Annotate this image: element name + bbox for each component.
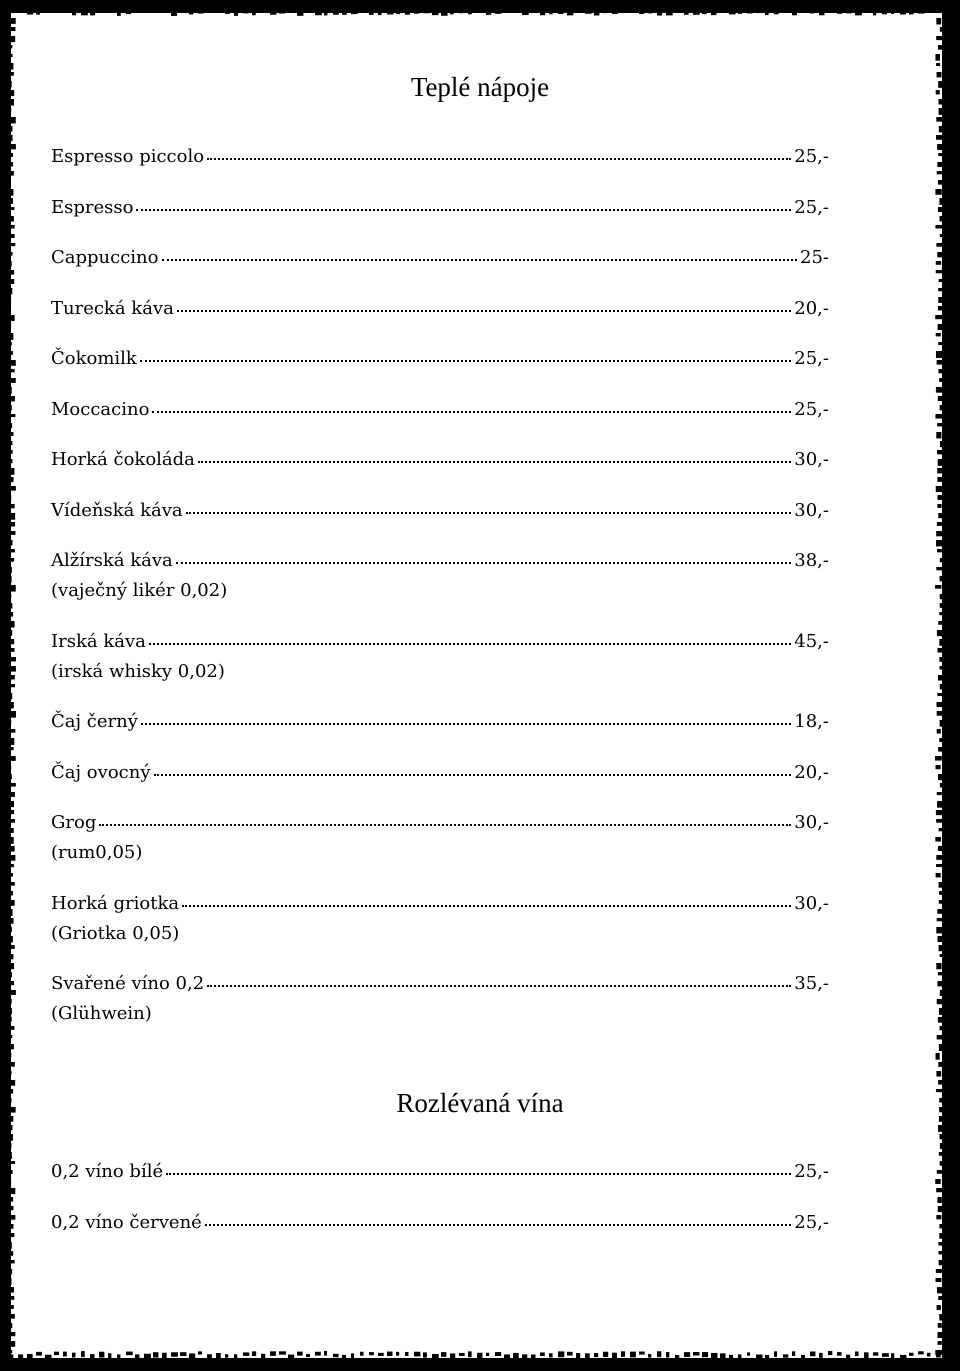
item-price: 45,- (794, 630, 829, 652)
item-price: 30,- (794, 499, 829, 521)
menu-item-line (51, 243, 829, 273)
dot-leader (205, 1224, 791, 1226)
dot-leader (186, 512, 792, 514)
menu-item (51, 889, 829, 949)
menu-item (51, 627, 829, 687)
item-name: Moccacino (51, 398, 150, 420)
dot-leader (152, 411, 791, 413)
dot-leader (166, 1173, 791, 1175)
item-name: 0,2 víno červené (51, 1211, 202, 1233)
menu-item-line (51, 142, 829, 172)
item-price: 25,- (794, 398, 829, 420)
item-name: Čokomilk (51, 348, 137, 369)
item-note: (vaječný likér 0,02) (51, 580, 228, 601)
dot-leader (177, 310, 791, 312)
item-price: 30,- (794, 812, 829, 833)
item-price: 25,- (794, 348, 829, 369)
dot-leader (154, 774, 792, 776)
dot-leader (198, 461, 791, 463)
item-name: Cappuccino (51, 247, 159, 268)
item-name: Horká čokoláda (51, 449, 195, 470)
item-price: 25- (800, 247, 829, 268)
item-name: Espresso piccolo (51, 146, 205, 167)
item-name: Espresso (51, 196, 134, 218)
menu-item-line (51, 758, 829, 788)
menu-item (51, 142, 829, 172)
menu-item (51, 243, 829, 273)
menu-item (51, 707, 829, 737)
item-name: Čaj černý (51, 711, 138, 732)
item-price: 18,- (794, 711, 829, 732)
item-note: (Glühwein) (51, 1003, 152, 1024)
item-name: Grog (51, 812, 97, 833)
menu-item (51, 344, 829, 374)
menu-item-line (51, 344, 829, 374)
menu-item (51, 1157, 829, 1187)
dot-leader (207, 985, 791, 987)
item-name: Horká griotka (51, 892, 180, 914)
item-name: Alžírská káva (51, 550, 173, 571)
item-name: Irská káva (51, 630, 146, 652)
dot-leader (149, 643, 791, 645)
item-price: 20,- (794, 297, 829, 319)
dot-leader (99, 824, 791, 826)
menu-item-line (51, 294, 829, 324)
menu-item-line (51, 1157, 829, 1187)
menu-item-line (51, 193, 829, 223)
dot-leader (182, 905, 791, 907)
menu-item (51, 496, 829, 526)
dot-leader (136, 209, 791, 211)
item-note: (irská whisky 0,02) (51, 660, 225, 682)
item-name: Vídeňská káva (51, 499, 183, 521)
item-name: Čaj ovocný (51, 761, 151, 783)
section-title-hot-drinks: Teplé nápoje (410, 72, 550, 102)
dot-leader (141, 723, 791, 725)
item-name: Turecká káva (51, 297, 174, 319)
item-price: 30,- (794, 449, 829, 470)
item-price: 25,- (794, 1161, 829, 1182)
menu-item-line (51, 627, 829, 657)
dot-leader (140, 360, 791, 362)
item-name: 0,2 víno bílé (51, 1161, 164, 1182)
dot-leader (176, 562, 792, 564)
menu-item (51, 395, 829, 425)
item-price: 25,- (794, 196, 829, 218)
menu-item (51, 294, 829, 324)
menu-item (51, 808, 829, 868)
menu-item (51, 193, 829, 223)
menu-item-line (51, 445, 829, 475)
item-price: 38,- (794, 550, 829, 571)
item-price: 20,- (794, 761, 829, 783)
item-note: (rum0,05) (51, 842, 143, 863)
item-price: 35,- (794, 973, 829, 994)
item-price: 25,- (794, 1211, 829, 1233)
item-price: 30,- (794, 892, 829, 914)
menu-item (51, 445, 829, 475)
menu-item-line (51, 889, 829, 919)
menu-item-line (51, 1208, 829, 1238)
item-name: Svařené víno 0,2 (51, 973, 205, 994)
menu-item-line (51, 546, 829, 576)
menu-item-line (51, 496, 829, 526)
dot-leader (207, 158, 791, 160)
menu-item (51, 969, 829, 1029)
menu-item (51, 758, 829, 788)
item-price: 25,- (794, 146, 829, 167)
menu-item (51, 1208, 829, 1238)
menu-item-line (51, 395, 829, 425)
menu-item-line (51, 808, 829, 838)
menu-item (51, 546, 829, 606)
menu-item-line (51, 707, 829, 737)
dot-leader (162, 259, 798, 261)
section-title-wines: Rozlévaná vína (396, 1088, 564, 1118)
item-note: (Griotka 0,05) (51, 922, 180, 944)
menu-item-line (51, 969, 829, 999)
